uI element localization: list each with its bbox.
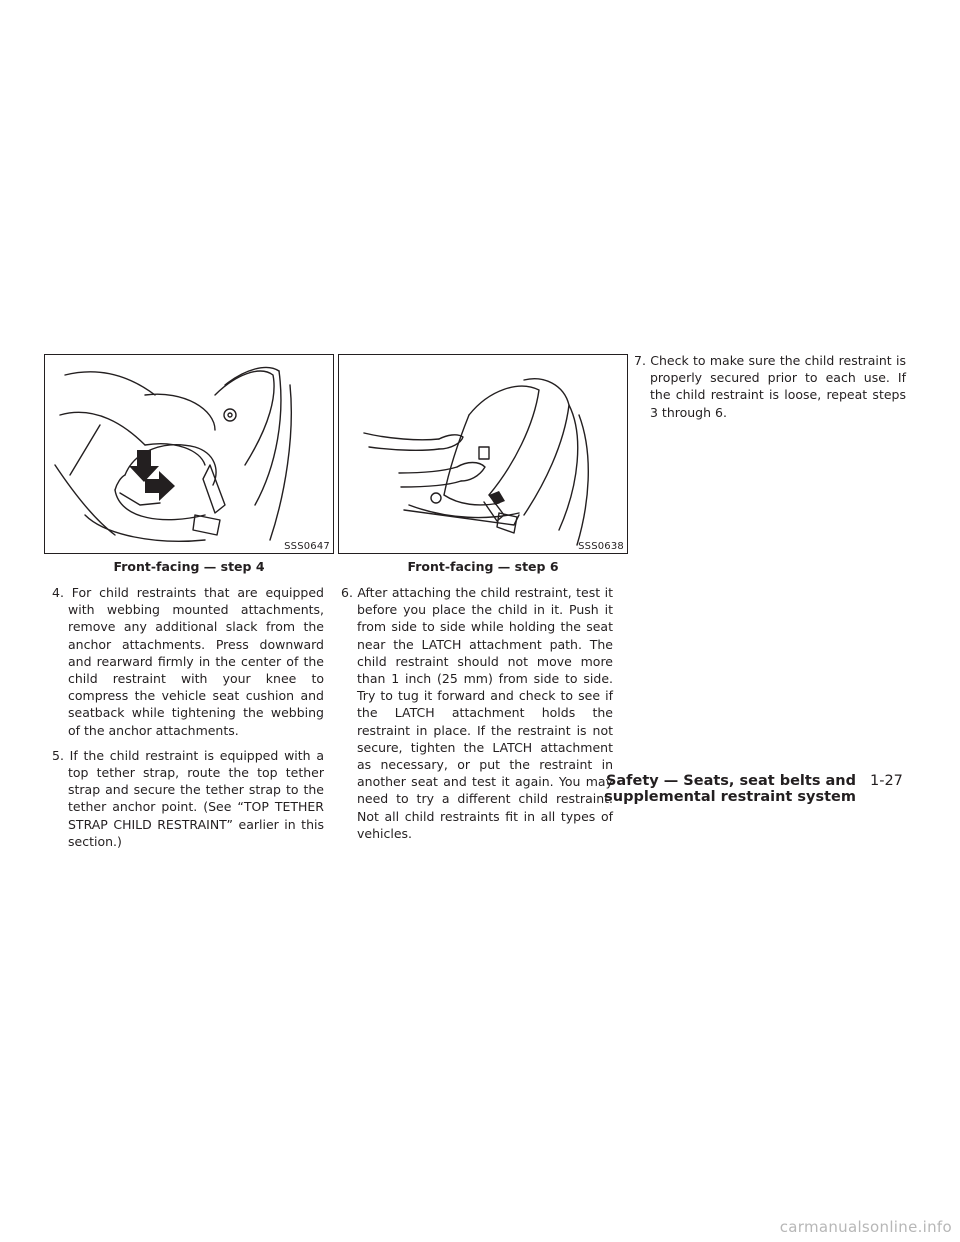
child-restraint-illustration-step-6 xyxy=(339,355,628,554)
text-column-left xyxy=(52,584,324,858)
figure-front-facing-step-4 xyxy=(44,354,334,554)
figure-code: SSS0638 xyxy=(578,541,624,552)
text-column-middle xyxy=(341,584,613,850)
step-4-paragraph: 4. For child restraints that are equipped with webbing mounted attachments, remove any additional slack from the anchor attachments. Press downward and rearward firmly in the center of the child restraint with your knee to compress the vehicle seat cushion and seatback while tightening the webbing of the anchor attachments. xyxy=(52,585,324,738)
child-restraint-illustration-step-4 xyxy=(45,355,334,554)
step-6-paragraph: 6. After attaching the child restraint, test it before you place the child in it. Push it from side to side while holding the seat near the LATCH attachment path. The child restraint should not move more than 1 inch (25 mm) from side to side. Try to tug it forward and check to see if the LATCH attachment holds the restraint in place. If the restraint is not secure, tighten the LATCH attachment as necessary, or put the restraint in another seat and test it again. You may need to try a different child restraint. Not all child restraints fit in all types of vehicles. xyxy=(341,585,613,841)
watermark: carmanualsonline.info xyxy=(779,1218,952,1236)
section-title: Safety — Seats, seat belts and supplemental restraint system xyxy=(604,773,856,805)
step-5-paragraph: 5. If the child restraint is equipped with a top tether strap, route the top tether strap and secure the tether strap to the tether anchor point. (See “TOP TETHER STRAP CHILD RESTRAINT” earlier in this section.) xyxy=(52,747,324,849)
figure-caption: Front-facing — step 4 xyxy=(113,559,265,574)
step-7-paragraph: 7. Check to make sure the child restraint is properly secured prior to each use. If the child restraint is loose, repeat steps 3 through 6. xyxy=(634,353,906,420)
text-column-right xyxy=(634,352,906,429)
figure-code: SSS0647 xyxy=(284,541,330,552)
figure-caption: Front-facing — step 6 xyxy=(407,559,559,574)
figure-front-facing-step-6 xyxy=(338,354,628,554)
page-number: 1-27 xyxy=(870,773,903,789)
